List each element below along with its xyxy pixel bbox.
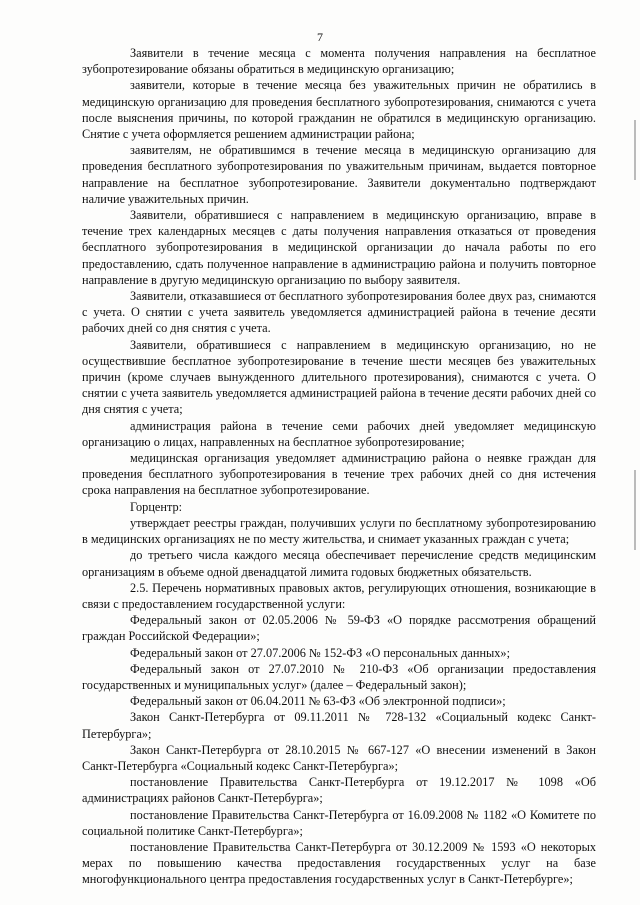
- section-heading: 2.5. Перечень нормативных правовых актов, регулирующих отношения, возникающие в связи с предоставлением государственной услуги:: [82, 580, 596, 611]
- paragraph: заявители, которые в течение месяца без уважительных причин не обратились в медицинскую организацию для проведения бесплатного зубопротезирования, снимаются с учета после выяснения причины, по которой гражданин не обратился в медицинскую организацию. Снятие с учета оформляется решением администрации района;: [82, 78, 596, 142]
- legal-act-item: Федеральный закон от 02.05.2006 № 59-ФЗ «О порядке рассмотрения обращений граждан Российской Федерации»;: [82, 613, 596, 644]
- legal-act-item: постановление Правительства Санкт-Петербурга от 30.12.2009 № 1593 «О некоторых мерах по повышению качества предоставления государственных услуг на базе многофункционального центра предоставления государственных услуг в Санкт-Петербурге»;: [82, 839, 596, 887]
- scan-edge-mark: [634, 120, 636, 180]
- paragraph: Заявители, отказавшиеся от бесплатного зубопротезирования более двух раз, снимаются с учета. О снятии с учета заявитель уведомляется администрацией района в течение десяти рабочих дней со дня снятия с учета.: [82, 289, 596, 336]
- paragraph: заявителям, не обратившимся в течение месяца в медицинскую организацию для проведения бесплатного зубопротезирования по уважительным причинам, выдается повторное направление на бесплатное зубопротезирование. Заявители документально подтверждают наличие уважительных причин.: [82, 143, 596, 206]
- legal-act-item: постановление Правительства Санкт-Петербурга от 19.12.2017 № 1098 «Об администрациях районов Санкт-Петербурга»;: [82, 775, 596, 806]
- legal-act-item: Закон Санкт-Петербурга от 09.11.2011 № 728-132 «Социальный кодекс Санкт-Петербурга»;: [82, 710, 596, 741]
- paragraph: администрация района в течение семи рабочих дней уведомляет медицинскую организацию о лицах, направленных на бесплатное зубопротезирование;: [82, 418, 596, 449]
- paragraph: Заявители в течение месяца с момента получения направления на бесплатное зубопротезирование обязаны обратиться в медицинскую организацию;: [82, 46, 596, 77]
- page-number: 7: [317, 30, 323, 44]
- paragraph: медицинская организация уведомляет администрацию района о неявке граждан для проведения бесплатного зубопротезирования в течение трех рабочих дней со дня истечения срока направления на бесплатное зубопротезирование.: [82, 451, 596, 498]
- scan-edge-mark: [634, 470, 636, 550]
- paragraph: утверждает реестры граждан, получивших услуги по бесплатному зубопротезированию в медицинских организациях не по месту жительства, и снимает указанных граждан с учета;: [82, 515, 596, 547]
- legal-act-item: Федеральный закон от 06.04.2011 № 63-ФЗ «Об электронной подписи»;: [130, 694, 506, 709]
- paragraph: Заявители, обратившиеся с направлением в медицинскую организацию, но не осуществившие бесплатное зубопротезирование в течение шести месяцев без уважительных причин (кроме случаев вынужденного длительного протезирования), снимаются с учета. О снятии с учета заявитель уведомляется администрацией района в течение десяти рабочих дней со дня снятия с учета;: [82, 337, 596, 417]
- paragraph: Заявители, обратившиеся с направлением в медицинскую организацию, вправе в течение трех календарных месяцев с даты получения направления отказаться от проведения бесплатного зубопротезирования в медицинской организации до начала работы по его предоставлению, сдать полученное направление в администрацию района и получить повторное направление в другую медицинскую организацию по выбору заявителя.: [82, 208, 596, 287]
- legal-act-item: Закон Санкт-Петербурга от 28.10.2015 № 667-127 «О внесении изменений в Закон Санкт-Петербурга «Социальный кодекс Санкт-Петербурга»;: [82, 742, 596, 773]
- legal-act-item: Федеральный закон от 27.07.2006 № 152-ФЗ «О персональных данных»;: [130, 645, 510, 660]
- legal-act-item: Федеральный закон от 27.07.2010 № 210-ФЗ «Об организации предоставления государственных и муниципальных услуг» (далее – Федеральный закон);: [82, 661, 596, 692]
- paragraph: Горцентр:: [130, 499, 183, 514]
- paragraph: до третьего числа каждого месяца обеспечивает перечисление средств медицинским организациям в объеме одной двенадцатой лимита годовых бюджетных обязательств.: [82, 548, 596, 579]
- document-body: [82, 45, 596, 888]
- legal-act-item: постановление Правительства Санкт-Петербурга от 16.09.2008 № 1182 «О Комитете по социальной политике Санкт-Петербурга»;: [82, 807, 596, 838]
